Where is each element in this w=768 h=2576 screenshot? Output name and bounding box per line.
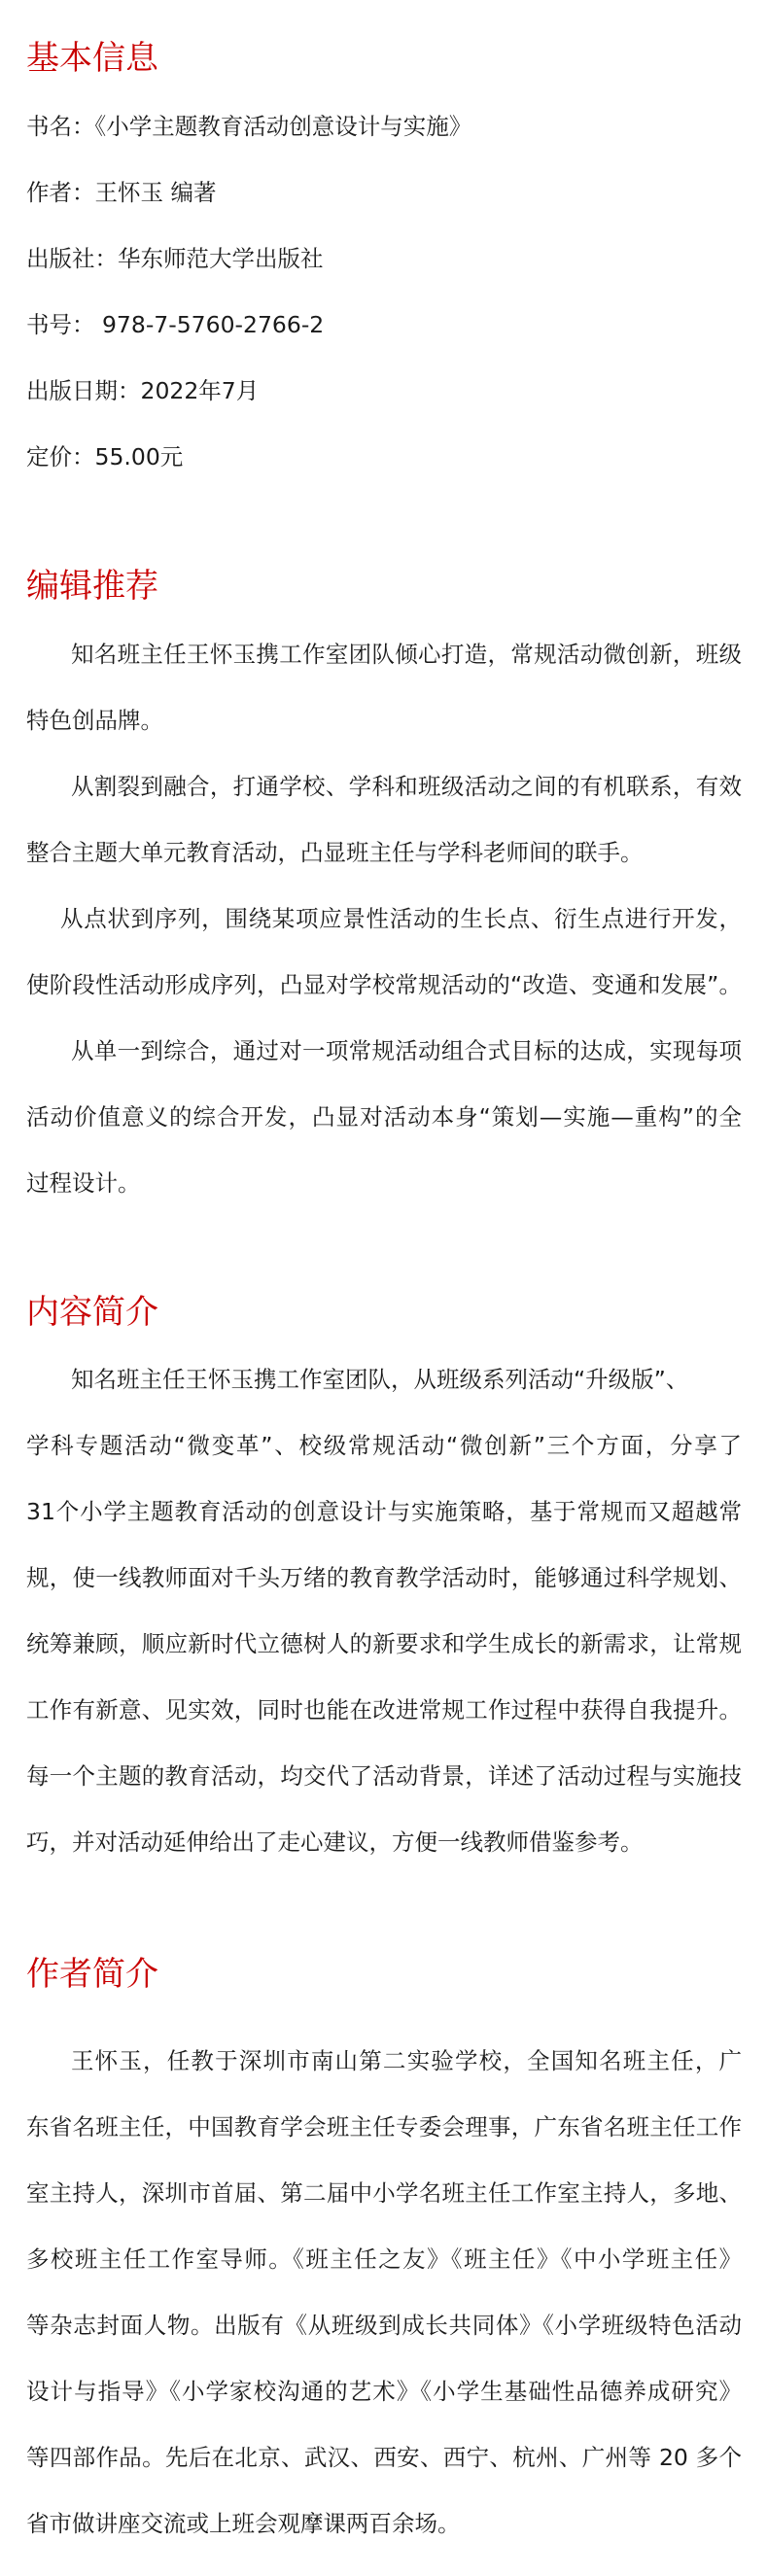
paragraph-line: 过程设计。 xyxy=(26,1169,141,1197)
section-heading: 作者简介 xyxy=(26,1955,158,1994)
paragraph-line: 巧，并对活动延伸给出了走心建议，方便一线教师借鉴参考。 xyxy=(26,1828,644,1856)
paragraph-line: 从点状到序列，围绕某项应景性活动的生长点、衍生点进行开发， xyxy=(60,905,742,932)
paragraph-line: 活动价值意义的综合开发，凸显对活动本身“策划—实施—重构”的全 xyxy=(26,1103,742,1131)
paragraph-line: 室主持人，深圳市首届、第二届中小学名班主任工作室主持人，多地、 xyxy=(26,2179,742,2207)
paragraph-line: 设计与指导》《小学家校沟通的艺术》《小学生基础性品德养成研究》 xyxy=(26,2378,742,2405)
info-line: 书号： 978-7-5760-2766-2 xyxy=(26,311,325,338)
paragraph-line: 知名班主任王怀玉携工作室团队倾心打造，常规活动微创新，班级 xyxy=(71,641,742,668)
info-line: 出版社：华东师范大学出版社 xyxy=(26,245,324,272)
paragraph-line: 等四部作品。先后在北京、武汉、西安、西宁、杭州、广州等 20 多个 xyxy=(26,2444,742,2471)
section-heading: 编辑推荐 xyxy=(26,567,158,606)
paragraph-line: 从单一到综合，通过对一项常规活动组合式目标的达成，实现每项 xyxy=(71,1037,742,1064)
info-line: 作者：王怀玉 编著 xyxy=(26,179,217,206)
paragraph-line: 每一个主题的教育活动，均交代了活动背景，详述了活动过程与实施技 xyxy=(26,1762,742,1790)
section-heading: 内容简介 xyxy=(26,1293,158,1332)
info-line: 定价：55.00元 xyxy=(26,443,184,470)
paragraph-line: 多校班主任工作室导师。《班主任之友》《班主任》《中小学班主任》 xyxy=(26,2245,742,2273)
info-line: 书名：《小学主题教育活动创意设计与实施》 xyxy=(26,113,472,140)
paragraph-line: 从割裂到融合，打通学校、学科和班级活动之间的有机联系，有效 xyxy=(71,773,742,800)
paragraph-line: 特色创品牌。 xyxy=(26,707,163,734)
paragraph-line: 省市做讲座交流或上班会观摩课两百余场。 xyxy=(26,2510,461,2537)
paragraph-line: 统筹兼顾，顺应新时代立德树人的新要求和学生成长的新需求，让常规 xyxy=(26,1630,742,1657)
paragraph-line: 整合主题大单元教育活动，凸显班主任与学科老师间的联手。 xyxy=(26,839,644,866)
paragraph-line: 等杂志封面人物。出版有《从班级到成长共同体》《小学班级特色活动 xyxy=(26,2312,742,2339)
info-line: 出版日期：2022年7月 xyxy=(26,377,260,404)
paragraph-line: 东省名班主任，中国教育学会班主任专委会理事，广东省名班主任工作 xyxy=(26,2113,742,2141)
section-heading: 基本信息 xyxy=(26,39,158,78)
paragraph-line: 知名班主任王怀玉携工作室团队，从班级系列活动“升级版”、 xyxy=(71,1366,689,1393)
paragraph-line: 31个小学主题教育活动的创意设计与实施策略，基于常规而又超越常 xyxy=(26,1498,742,1525)
paragraph-line: 使阶段性活动形成序列，凸显对学校常规活动的“改造、变通和发展”。 xyxy=(26,971,742,998)
paragraph-line: 学科专题活动“微变革”、校级常规活动“微创新”三个方面，分享了 xyxy=(26,1432,742,1459)
paragraph-line: 工作有新意、见实效，同时也能在改进常规工作过程中获得自我提升。 xyxy=(26,1696,742,1723)
paragraph-line: 规，使一线教师面对千头万绪的教育教学活动时，能够通过科学规划、 xyxy=(26,1564,742,1591)
paragraph-line: 王怀玉，任教于深圳市南山第二实验学校，全国知名班主任，广 xyxy=(71,2047,742,2074)
